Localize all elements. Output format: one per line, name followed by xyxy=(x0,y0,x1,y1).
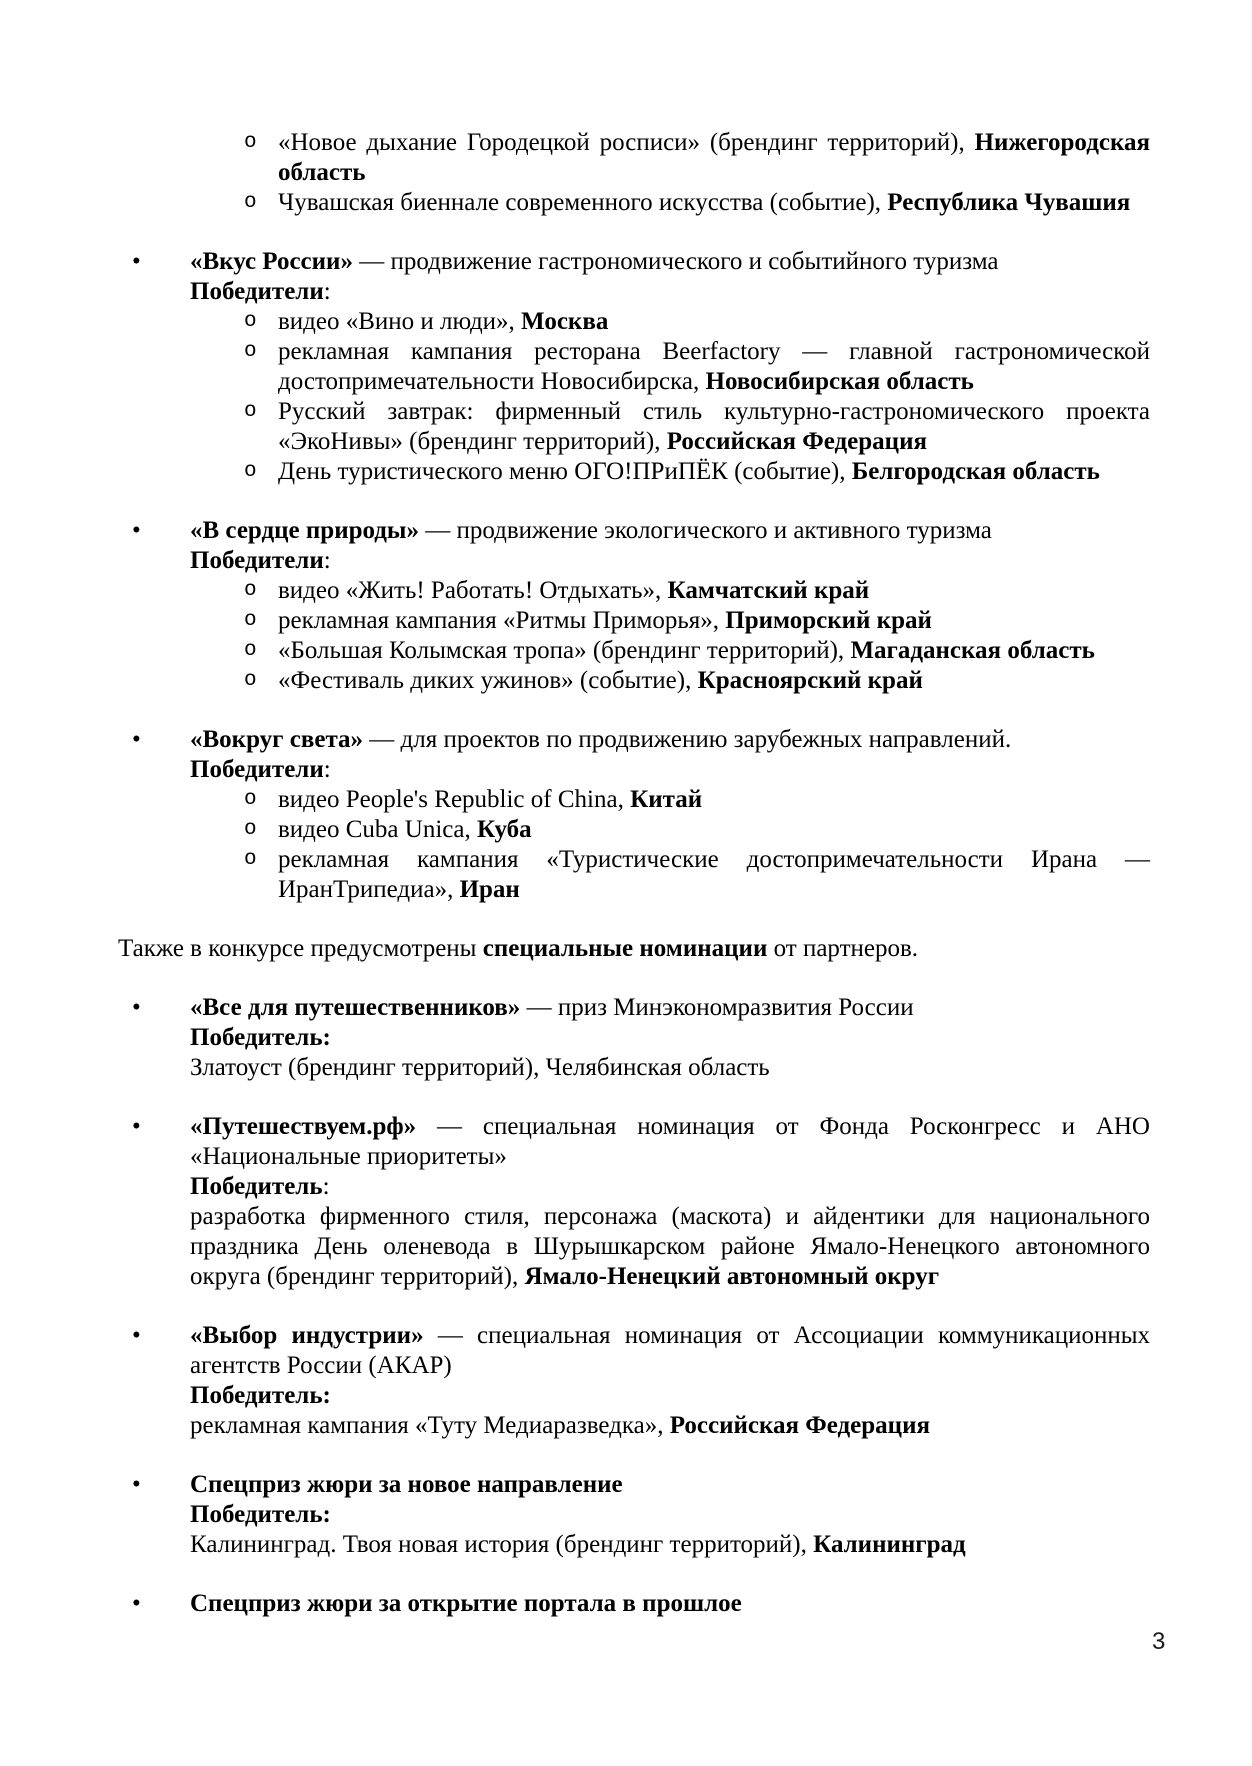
text-segment: — специальная номинация от Фонда Росконгресс и АНО «Национальные приоритеты» xyxy=(190,1113,1150,1170)
text-segment-bold: Ямало-Ненецкий автономный округ xyxy=(524,1263,940,1290)
winner-label xyxy=(118,1023,1150,1053)
list-item xyxy=(118,815,1150,845)
paragraph xyxy=(118,934,1150,964)
text-segment-bold: Победитель: xyxy=(190,1382,331,1409)
list-item xyxy=(118,576,1150,606)
text-segment: рекламная кампания ресторана Beerfactory — главной гастрономической достопримечательности Новосибирска, xyxy=(278,338,1150,395)
document-body xyxy=(118,128,1150,1648)
category-header xyxy=(118,1112,1150,1172)
list-item xyxy=(118,397,1150,457)
circle-bullet-icon: o xyxy=(244,669,257,692)
winner-entry xyxy=(118,1202,1150,1292)
winner-entry xyxy=(118,1411,1150,1441)
circle-bullet-icon: o xyxy=(244,609,257,632)
text-segment: — специальная номинация от Ассоциации коммуникационных агентств России (АКАР) xyxy=(190,1322,1151,1379)
text-segment-bold: Камчатский край xyxy=(667,577,870,604)
circle-bullet-icon: o xyxy=(244,400,257,423)
winner-entry xyxy=(118,1053,1150,1083)
circle-bullet-icon: o xyxy=(244,191,257,214)
v-serdce-prirody-section xyxy=(118,516,1150,696)
bullet-icon: • xyxy=(132,1322,141,1349)
text-segment-bold: Победитель: xyxy=(190,1501,331,1528)
winners-label xyxy=(118,277,1150,307)
category-header xyxy=(118,993,1150,1023)
text-segment: Также в конкурсе предусмотрены xyxy=(118,935,483,962)
text-segment: видео People's Republic of China, xyxy=(278,786,631,813)
text-segment: — продвижение экологического и активного туризма xyxy=(418,517,992,544)
text-segment-bold: Спецприз жюри за новое направление xyxy=(190,1471,623,1498)
text-segment: разработка фирменного стиля, персонажа (маскота) и айдентики для национального праздника День оленевода в Шурышкарском районе Ямало-Ненецкого автономного округа (брендинг территорий), xyxy=(190,1203,1150,1290)
text-segment-bold: Победители xyxy=(190,278,324,305)
text-segment: Калининград. Твоя новая история (брендинг территорий), xyxy=(190,1531,814,1558)
bullet-icon: • xyxy=(132,726,141,753)
list-item xyxy=(118,666,1150,696)
list-item xyxy=(118,337,1150,397)
text-segment: «Новое дыхание Городецкой росписи» (брендинг территорий), xyxy=(278,129,975,156)
circle-bullet-icon: o xyxy=(244,131,257,154)
text-segment: от партнеров. xyxy=(767,935,919,962)
text-segment: Чувашская биеннале современного искусства (событие), xyxy=(278,189,888,216)
page-number: 3 xyxy=(1152,1628,1166,1655)
puteshestvuem-rf-section xyxy=(118,1112,1150,1292)
text-segment-bold: Российская Федерация xyxy=(666,428,928,455)
text-segment-bold: «Вкус России» xyxy=(190,248,353,275)
circle-bullet-icon: o xyxy=(244,579,257,602)
category-header xyxy=(118,247,1150,277)
text-segment: : xyxy=(323,278,331,305)
circle-bullet-icon: o xyxy=(244,460,257,483)
text-segment: : xyxy=(323,547,331,574)
circle-bullet-icon: o xyxy=(244,340,257,363)
text-segment-bold: Республика Чувашия xyxy=(887,189,1131,216)
text-segment-bold: Белгородская область xyxy=(851,458,1100,485)
text-segment-bold: Приморский край xyxy=(725,607,932,634)
text-segment-bold: «Выбор индустрии» xyxy=(190,1322,424,1349)
bullet-icon: • xyxy=(132,1113,141,1140)
winner-label xyxy=(118,1381,1150,1411)
bullet-icon: • xyxy=(132,1590,141,1617)
text-segment-bold: Калининград xyxy=(813,1531,966,1558)
vybor-industrii-section xyxy=(118,1321,1150,1441)
list-item xyxy=(118,606,1150,636)
text-segment-bold: Иран xyxy=(459,876,520,903)
text-segment: Златоуст (брендинг территорий), Челябинская область xyxy=(190,1054,770,1081)
bullet-icon: • xyxy=(132,517,141,544)
text-segment-bold: «Вокруг света» xyxy=(190,726,364,753)
text-segment: видео «Жить! Работать! Отдыхать», xyxy=(278,577,668,604)
text-segment-bold: Куба xyxy=(476,816,532,843)
text-segment: : xyxy=(323,756,331,783)
text-segment: рекламная кампания «Туту Медиаразведка», xyxy=(190,1412,670,1439)
vkus-rossii-section xyxy=(118,247,1150,487)
category-header xyxy=(118,1589,1150,1619)
bullet-icon: • xyxy=(132,248,141,275)
text-segment-bold: Победители xyxy=(190,756,324,783)
circle-bullet-icon: o xyxy=(244,788,257,811)
circle-bullet-icon: o xyxy=(244,848,257,871)
text-segment: Русский завтрак: фирменный стиль культурно-гастрономического проекта «ЭкоНивы» (брендинг территорий), xyxy=(278,398,1150,455)
text-segment-bold: Нижегородская область xyxy=(278,129,1150,186)
category-header xyxy=(118,516,1150,546)
winner-label xyxy=(118,1500,1150,1530)
text-segment-bold: Магаданская область xyxy=(850,637,1095,664)
text-segment-bold: Москва xyxy=(521,308,609,335)
text-segment: День туристического меню ОГО!ПРиПЁК (событие), xyxy=(278,458,852,485)
bullet-icon: • xyxy=(132,994,141,1021)
text-segment: видео «Вино и люди», xyxy=(278,308,522,335)
text-segment: — приз Минэкономразвития России xyxy=(520,994,914,1021)
vse-dlya-puteshestvennikov-section xyxy=(118,993,1150,1083)
prev-category-winners-continued xyxy=(118,128,1150,218)
jury-prize-portal-to-past-section xyxy=(118,1589,1150,1619)
text-segment-bold: «Путешествуем.рф» xyxy=(190,1113,417,1140)
text-segment-bold: Новосибирская область xyxy=(705,368,974,395)
text-segment-bold: Китай xyxy=(630,786,703,813)
winner-label xyxy=(118,1172,1150,1202)
list-item xyxy=(118,457,1150,487)
vokrug-sveta-section xyxy=(118,725,1150,905)
text-segment-bold: «Все для путешественников» xyxy=(190,994,521,1021)
text-segment-bold: Победители xyxy=(190,547,324,574)
text-segment: рекламная кампания «Туристические достопримечательности Ирана — ИранТрипедиа», xyxy=(278,846,1150,903)
category-header xyxy=(118,1470,1150,1500)
text-segment-bold: Спецприз жюри за открытие портала в прошлое xyxy=(190,1590,742,1617)
list-item xyxy=(118,636,1150,666)
winners-label xyxy=(118,755,1150,785)
text-segment-bold: Победитель xyxy=(190,1173,323,1200)
list-item xyxy=(118,128,1150,188)
text-segment: рекламная кампания «Ритмы Приморья», xyxy=(278,607,726,634)
jury-prize-new-direction-section xyxy=(118,1470,1150,1560)
winner-entry xyxy=(118,1530,1150,1560)
category-header xyxy=(118,1321,1150,1381)
text-segment-bold: специальные номинации xyxy=(482,935,768,962)
text-segment: : xyxy=(322,1173,330,1200)
text-segment-bold: Красноярский край xyxy=(697,667,923,694)
text-segment: «Фестиваль диких ужинов» (событие), xyxy=(278,667,698,694)
circle-bullet-icon: o xyxy=(244,639,257,662)
category-header xyxy=(118,725,1150,755)
list-item xyxy=(118,188,1150,218)
text-segment: видео Cuba Unica, xyxy=(278,816,477,843)
special-nominations-note xyxy=(118,934,1150,964)
bullet-icon: • xyxy=(132,1471,141,1498)
list-item xyxy=(118,307,1150,337)
text-segment-bold: Победитель: xyxy=(190,1024,331,1051)
winners-label xyxy=(118,546,1150,576)
circle-bullet-icon: o xyxy=(244,310,257,333)
circle-bullet-icon: o xyxy=(244,818,257,841)
text-segment-bold: Российская Федерация xyxy=(669,1412,931,1439)
text-segment-bold: «В сердце природы» xyxy=(190,517,419,544)
text-segment: — продвижение гастрономического и событийного туризма xyxy=(352,248,999,275)
text-segment: — для проектов по продвижению зарубежных направлений. xyxy=(363,726,1012,753)
list-item xyxy=(118,785,1150,815)
text-segment: «Большая Колымская тропа» (брендинг территорий), xyxy=(278,637,851,664)
list-item xyxy=(118,845,1150,905)
